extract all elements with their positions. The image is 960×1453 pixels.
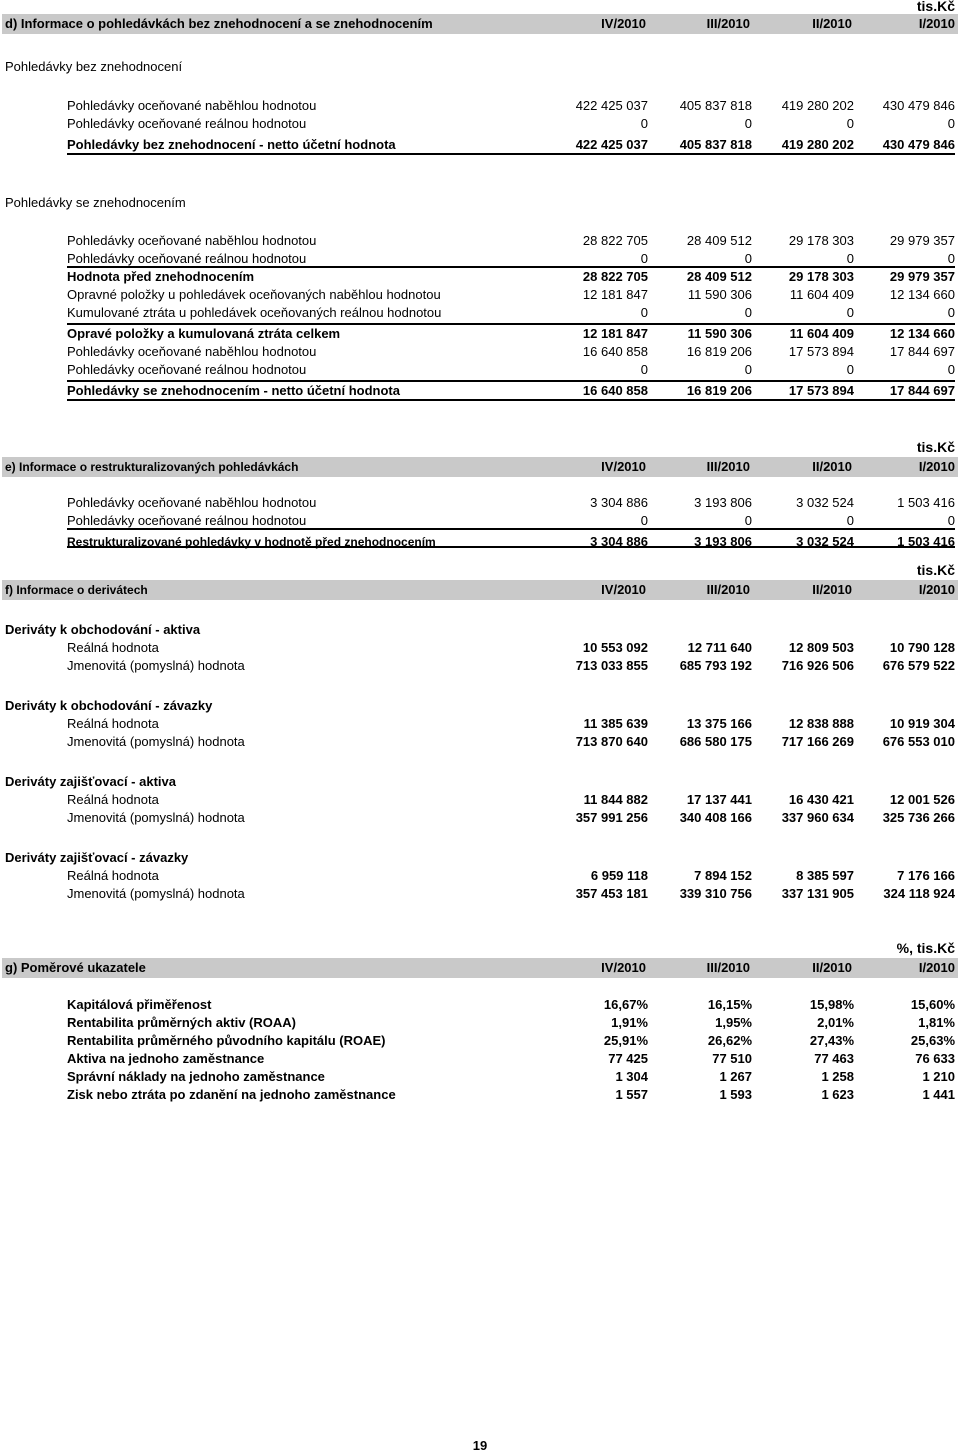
col-header: III/2010 — [706, 16, 750, 31]
group-heading — [0, 849, 960, 867]
section-f-header — [2, 580, 958, 600]
row-label: Pohledávky se znehodnocením - netto účetní hodnota — [67, 383, 400, 398]
section-g-header — [2, 958, 958, 978]
subsection-title: Pohledávky bez znehodnocení — [5, 59, 183, 74]
divider-line — [67, 153, 955, 155]
cell: 1 441 — [922, 1087, 955, 1102]
derivatives-group — [0, 849, 960, 903]
cell: 3 193 806 — [694, 534, 752, 549]
cell: 16 640 858 — [582, 344, 648, 359]
cell: 10 919 304 — [889, 716, 955, 731]
cell: 16,15% — [707, 997, 752, 1012]
cell: 77 463 — [814, 1051, 854, 1066]
cell: 13 375 166 — [686, 716, 752, 731]
cell: 29 979 357 — [889, 269, 955, 284]
cell: 405 837 818 — [679, 98, 752, 113]
cell: 676 553 010 — [882, 734, 955, 749]
cell: 0 — [744, 116, 752, 131]
row-label: Pohledávky oceňované reálnou hodnotou — [67, 116, 307, 131]
cell: 17 573 894 — [788, 344, 854, 359]
cell: 11 590 306 — [687, 326, 752, 341]
col-header: II/2010 — [812, 582, 852, 597]
cell: 12 809 503 — [788, 640, 854, 655]
cell: 676 579 522 — [882, 658, 955, 673]
cell: 10 790 128 — [889, 640, 955, 655]
cell: 7 176 166 — [897, 868, 955, 883]
divider-line — [67, 323, 955, 325]
table-row — [0, 885, 960, 903]
cell: 0 — [640, 116, 648, 131]
col-header: II/2010 — [812, 16, 852, 31]
cell: 419 280 202 — [781, 137, 854, 152]
table-row — [0, 657, 960, 675]
col-header: II/2010 — [812, 459, 852, 474]
cell: 17 844 697 — [889, 344, 955, 359]
cell: 422 425 037 — [575, 137, 648, 152]
cell: 430 479 846 — [882, 98, 955, 113]
row-label: Reálná hodnota — [67, 640, 159, 655]
cell: 0 — [947, 251, 955, 266]
group-title: Deriváty zajišťovací - aktiva — [5, 774, 176, 789]
cell: 11 844 882 — [583, 792, 648, 807]
cell: 3 304 886 — [590, 495, 648, 510]
table-row — [0, 343, 960, 361]
col-header: IV/2010 — [601, 16, 646, 31]
cell: 15,60% — [910, 997, 955, 1012]
cell: 1,91% — [611, 1015, 648, 1030]
cell: 15,98% — [809, 997, 854, 1012]
cell: 713 033 855 — [575, 658, 648, 673]
row-label: Správní náklady na jednoho zaměstnance — [67, 1069, 325, 1084]
cell: 339 310 756 — [679, 886, 752, 901]
derivatives-group — [0, 621, 960, 675]
table-row — [0, 1068, 960, 1086]
cell: 686 580 175 — [679, 734, 752, 749]
col-header: III/2010 — [706, 960, 750, 975]
table-row — [0, 304, 960, 322]
table-row — [0, 733, 960, 751]
page-number: 19 — [472, 1438, 488, 1453]
row-label: Restrukturalizované pohledávky v hodnotě před znehodnocením — [67, 535, 436, 549]
cell: 25,63% — [910, 1033, 955, 1048]
table-g — [0, 996, 960, 1104]
table-row — [0, 639, 960, 657]
cell: 717 166 269 — [781, 734, 854, 749]
cell: 0 — [846, 513, 854, 528]
table-row — [0, 1032, 960, 1050]
cell: 340 408 166 — [679, 810, 752, 825]
row-label: Pohledávky oceňované reálnou hodnotou — [67, 251, 307, 266]
section-f-title: f) Informace o derivátech — [5, 583, 148, 597]
cell: 0 — [640, 251, 648, 266]
cell: 0 — [947, 513, 955, 528]
group-title: Deriváty k obchodování - závazky — [5, 698, 213, 713]
cell: 430 479 846 — [882, 137, 955, 152]
row-label: Pohledávky oceňované naběhlou hodnotou — [67, 495, 317, 510]
cell: 1 503 416 — [897, 495, 955, 510]
table-row — [0, 361, 960, 379]
group-heading — [0, 621, 960, 639]
cell: 0 — [846, 116, 854, 131]
cell: 27,43% — [809, 1033, 854, 1048]
row-label: Zisk nebo ztráta po zdanění na jednoho zaměstnance — [67, 1087, 396, 1102]
cell: 1 258 — [821, 1069, 854, 1084]
cell: 12 181 847 — [582, 326, 648, 341]
cell: 16 640 858 — [582, 383, 648, 398]
cell: 0 — [640, 305, 648, 320]
divider-line — [67, 399, 955, 401]
row-label: Jmenovitá (pomyslná) hodnota — [67, 886, 245, 901]
table-row — [0, 791, 960, 809]
table-e — [0, 494, 960, 551]
cell: 337 960 634 — [781, 810, 854, 825]
group-heading — [0, 697, 960, 715]
cell: 28 822 705 — [582, 269, 648, 284]
cell: 1 267 — [719, 1069, 752, 1084]
row-label: Rentabilita průměrného původního kapitálu (ROAE) — [67, 1033, 386, 1048]
row-label: Jmenovitá (pomyslná) hodnota — [67, 658, 245, 673]
divider-line — [67, 528, 955, 530]
cell: 28 822 705 — [582, 233, 648, 248]
subsection-title: Pohledávky se znehodnocením — [5, 195, 186, 210]
unit-label-f: tis.Kč — [916, 562, 955, 578]
cell: 76 633 — [915, 1051, 955, 1066]
row-label: Pohledávky oceňované naběhlou hodnotou — [67, 233, 317, 248]
col-header: IV/2010 — [601, 960, 646, 975]
cell: 16 430 421 — [788, 792, 854, 807]
table-row — [0, 867, 960, 885]
col-header: IV/2010 — [601, 459, 646, 474]
table-d1 — [0, 97, 960, 154]
table-row-total — [0, 268, 960, 286]
cell: 29 178 303 — [788, 233, 854, 248]
col-header: III/2010 — [706, 582, 750, 597]
divider-line — [67, 266, 955, 268]
row-label: Opravné položky u pohledávek oceňovaných naběhlou hodnotou — [67, 287, 441, 302]
row-label: Jmenovitá (pomyslná) hodnota — [67, 734, 245, 749]
cell: 0 — [744, 513, 752, 528]
group-title: Deriváty k obchodování - aktiva — [5, 622, 201, 637]
cell: 2,01% — [817, 1015, 854, 1030]
divider-line — [67, 546, 955, 548]
cell: 0 — [947, 116, 955, 131]
cell: 17 844 697 — [889, 383, 955, 398]
cell: 1 623 — [821, 1087, 854, 1102]
cell: 1 210 — [922, 1069, 955, 1084]
divider-line — [67, 380, 955, 382]
cell: 16 819 206 — [686, 383, 752, 398]
cell: 0 — [846, 305, 854, 320]
cell: 1 503 416 — [897, 534, 955, 549]
cell: 17 137 441 — [686, 792, 752, 807]
table-row-total — [0, 325, 960, 343]
cell: 0 — [744, 251, 752, 266]
cell: 12 134 660 — [889, 287, 955, 302]
section-d-header — [2, 14, 958, 34]
table-row — [0, 715, 960, 733]
cell: 0 — [744, 305, 752, 320]
cell: 1,95% — [715, 1015, 752, 1030]
cell: 685 793 192 — [679, 658, 752, 673]
section-e-header — [2, 457, 958, 477]
cell: 0 — [947, 362, 955, 377]
cell: 3 032 524 — [796, 495, 854, 510]
cell: 713 870 640 — [575, 734, 648, 749]
cell: 12 001 526 — [889, 792, 955, 807]
row-label: Jmenovitá (pomyslná) hodnota — [67, 810, 245, 825]
unit-label-e: tis.Kč — [916, 439, 955, 455]
row-label: Kumulované ztráta u pohledávek oceňovaných reálnou hodnotou — [67, 305, 442, 320]
cell: 324 118 924 — [883, 886, 955, 901]
cell: 11 604 409 — [789, 326, 854, 341]
cell: 28 409 512 — [686, 233, 752, 248]
cell: 0 — [947, 305, 955, 320]
table-d2 — [0, 232, 960, 400]
group-title: Deriváty zajišťovací - závazky — [5, 850, 189, 865]
row-label: Pohledávky oceňované reálnou hodnotou — [67, 513, 307, 528]
cell: 422 425 037 — [575, 98, 648, 113]
cell: 3 032 524 — [796, 534, 854, 549]
cell: 1 593 — [719, 1087, 752, 1102]
cell: 17 573 894 — [788, 383, 854, 398]
cell: 16,67% — [603, 997, 648, 1012]
col-header: III/2010 — [706, 459, 750, 474]
cell: 12 711 640 — [687, 640, 752, 655]
row-label: Pohledávky oceňované naběhlou hodnotou — [67, 344, 317, 359]
table-row — [0, 1050, 960, 1068]
cell: 1 304 — [615, 1069, 648, 1084]
cell: 11 385 639 — [583, 716, 648, 731]
row-label: Kapitálová přiměřenost — [67, 997, 212, 1012]
col-header: I/2010 — [918, 459, 955, 474]
group-heading — [0, 773, 960, 791]
cell: 12 838 888 — [788, 716, 854, 731]
cell: 3 193 806 — [694, 495, 752, 510]
cell: 28 409 512 — [686, 269, 752, 284]
cell: 0 — [744, 362, 752, 377]
unit-label-d: tis.Kč — [916, 0, 955, 14]
row-label: Aktiva na jednoho zaměstnance — [67, 1051, 265, 1066]
row-label: Hodnota před znehodnocením — [67, 269, 255, 284]
table-row-total — [0, 382, 960, 400]
cell: 8 385 597 — [796, 868, 854, 883]
table-row — [0, 996, 960, 1014]
cell: 3 304 886 — [590, 534, 648, 549]
derivatives-group — [0, 697, 960, 751]
table-row-total — [0, 533, 960, 551]
cell: 12 181 847 — [582, 287, 648, 302]
col-header: I/2010 — [918, 16, 955, 31]
row-label: Reálná hodnota — [67, 716, 159, 731]
row-label: Pohledávky oceňované reálnou hodnotou — [67, 362, 307, 377]
cell: 337 131 905 — [781, 886, 854, 901]
section-g-title: g) Poměrové ukazatele — [5, 960, 146, 975]
row-label: Opravé položky a kumulovaná ztráta celkem — [67, 326, 341, 341]
cell: 12 134 660 — [889, 326, 955, 341]
cell: 0 — [846, 251, 854, 266]
cell: 11 604 409 — [789, 287, 854, 302]
cell: 7 894 152 — [694, 868, 752, 883]
cell: 26,62% — [707, 1033, 752, 1048]
table-row — [0, 494, 960, 512]
cell: 405 837 818 — [679, 137, 752, 152]
cell: 16 819 206 — [686, 344, 752, 359]
cell: 1,81% — [918, 1015, 955, 1030]
row-label: Reálná hodnota — [67, 868, 159, 883]
col-header: I/2010 — [918, 960, 955, 975]
cell: 419 280 202 — [781, 98, 854, 113]
cell: 77 510 — [712, 1051, 752, 1066]
unit-label-g: %, tis.Kč — [896, 940, 955, 956]
cell: 1 557 — [615, 1087, 648, 1102]
table-row — [0, 286, 960, 304]
table-row — [0, 1086, 960, 1104]
cell: 357 991 256 — [575, 810, 648, 825]
cell: 6 959 118 — [590, 868, 648, 883]
cell: 0 — [846, 362, 854, 377]
table-row — [0, 1014, 960, 1032]
cell: 29 178 303 — [788, 269, 854, 284]
table-row — [0, 97, 960, 115]
row-label: Reálná hodnota — [67, 792, 159, 807]
row-label: Pohledávky oceňované naběhlou hodnotou — [67, 98, 317, 113]
cell: 716 926 506 — [781, 658, 854, 673]
cell: 325 736 266 — [882, 810, 955, 825]
cell: 77 425 — [608, 1051, 648, 1066]
cell: 0 — [640, 513, 648, 528]
cell: 357 453 181 — [575, 886, 648, 901]
cell: 10 553 092 — [582, 640, 648, 655]
row-label: Rentabilita průměrných aktiv (ROAA) — [67, 1015, 296, 1030]
section-e-title: e) Informace o restrukturalizovaných pohledávkách — [5, 460, 299, 474]
table-row — [0, 809, 960, 827]
cell: 25,91% — [603, 1033, 648, 1048]
col-header: II/2010 — [812, 960, 852, 975]
cell: 11 590 306 — [687, 287, 752, 302]
cell: 29 979 357 — [889, 233, 955, 248]
col-header: IV/2010 — [601, 582, 646, 597]
table-row — [0, 115, 960, 133]
table-row — [0, 232, 960, 250]
derivatives-group — [0, 773, 960, 827]
col-header: I/2010 — [918, 582, 955, 597]
cell: 0 — [640, 362, 648, 377]
section-d-title: d) Informace o pohledávkách bez znehodnocení a se znehodnocením — [5, 16, 433, 31]
row-label: Pohledávky bez znehodnocení - netto účetní hodnota — [67, 137, 396, 152]
table-row-total — [0, 136, 960, 154]
